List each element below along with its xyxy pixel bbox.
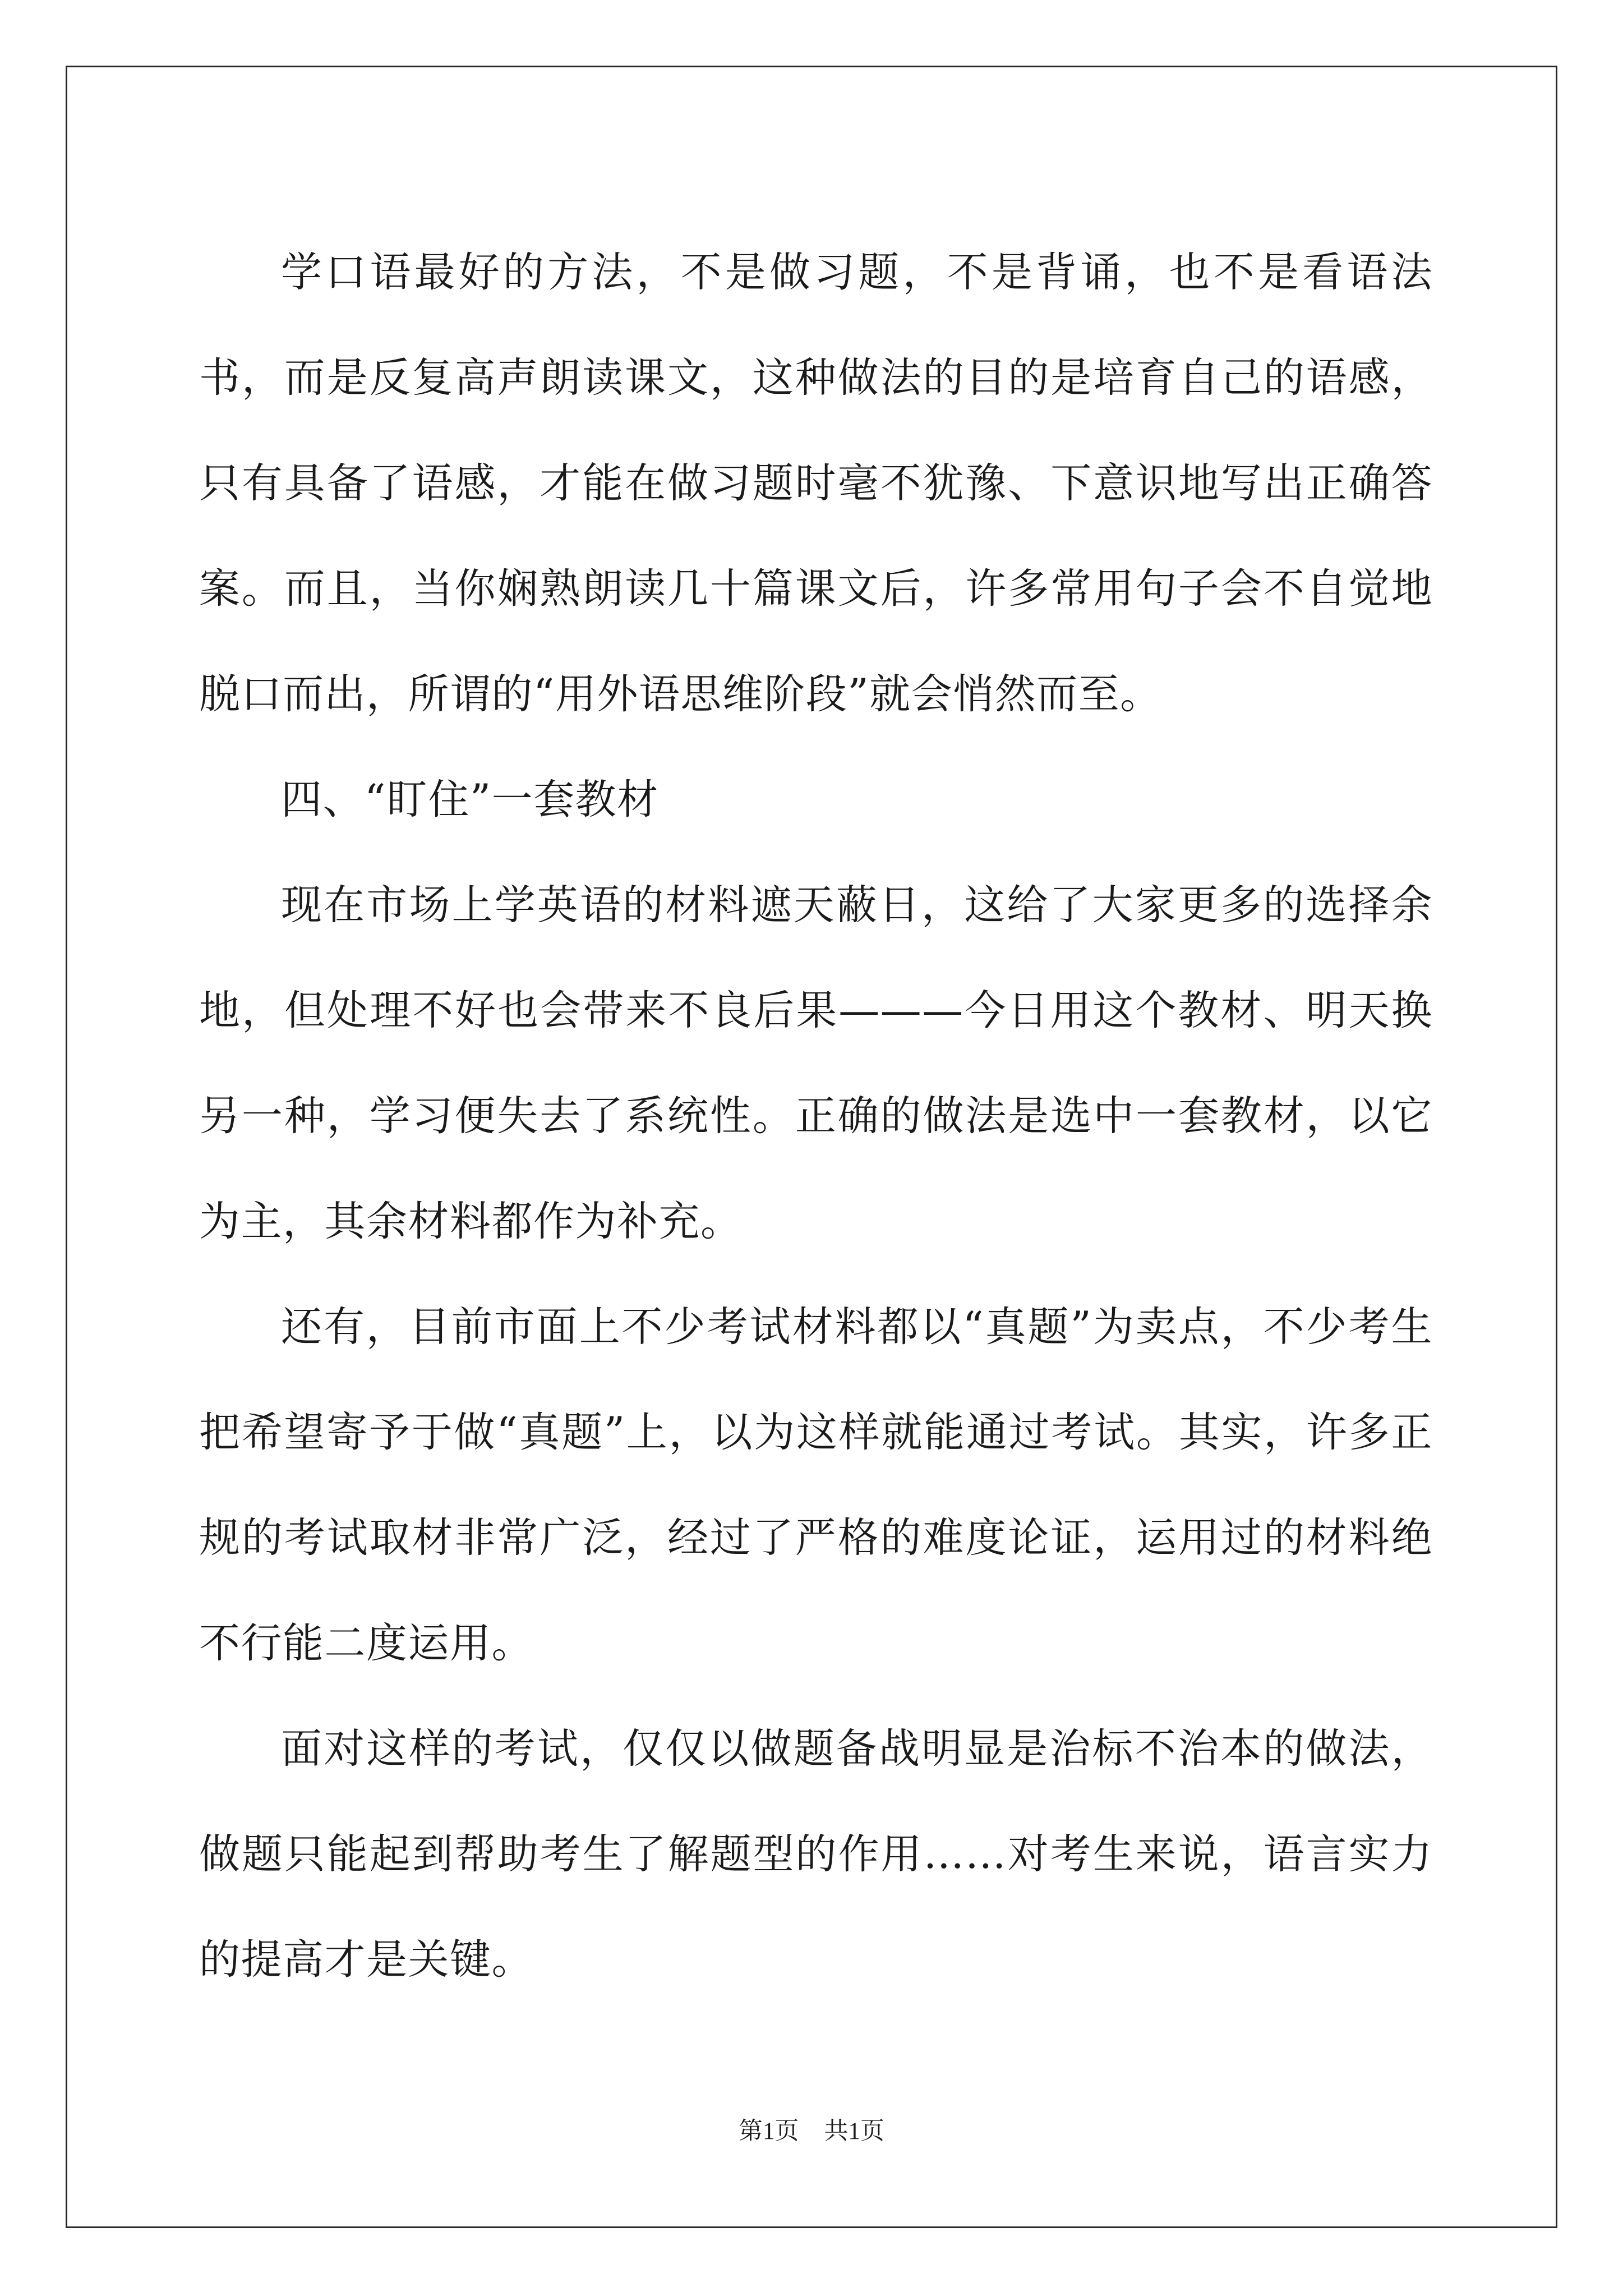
document-body	[199, 220, 1433, 2013]
paragraph: 还有，目前市面上不少考试材料都以“真题”为卖点，不少考生把希望寄予于做“真题”上，以为这样就能通过考试。其实，许多正规的考试取材非常广泛，经过了严格的难度论证，运用过的材料绝不行能二度运用。	[199, 1303, 1433, 1667]
page-number: 第1页	[739, 2118, 799, 2145]
paragraph: 现在市场上学英语的材料遮天蔽日，这给了大家更多的选择余地，但处理不好也会带来不良后果———今日用这个教材、明天换另一种，学习便失去了系统性。正确的做法是选中一套教材，以它为主，其余材料都作为补充。	[199, 881, 1433, 1245]
paragraph: 面对这样的考试，仅仅以做题备战明显是治标不治本的做法，做题只能起到帮助考生了解题型的作用……对考生来说，语言实力的提高才是关键。	[199, 1725, 1433, 1984]
page-total: 共1页	[824, 2118, 884, 2145]
page-footer	[0, 2115, 1623, 2148]
paragraph: 学口语最好的方法，不是做习题，不是背诵，也不是看语法书，而是反复高声朗读课文，这种做法的目的是培育自己的语感，只有具备了语感，才能在做习题时毫不犹豫、下意识地写出正确答案。而且，当你娴熟朗读几十篇课文后，许多常用句子会不自觉地脱口而出，所谓的“用外语思维阶段”就会悄然而至。	[199, 249, 1433, 718]
section-heading: 四、“盯住”一套教材	[281, 776, 659, 823]
